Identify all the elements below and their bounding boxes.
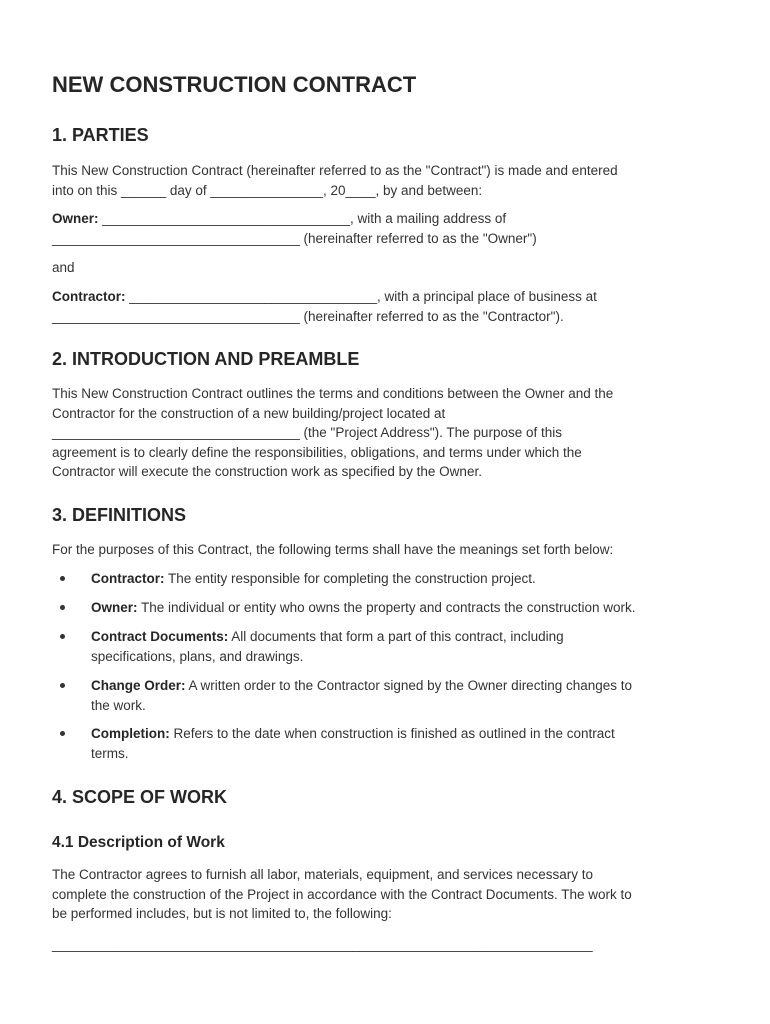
contractor-line-1: _________________________________, with a principal place of business at [125,289,597,304]
parties-line-1: This New Construction Contract (hereinafter referred to as the "Contract") is made and entered [52,163,618,178]
subsection-heading-description: 4.1 Description of Work [52,834,225,851]
parties-intro-paragraph [52,161,732,200]
contractor-line-2: _________________________________ (hereinafter referred to as the "Contractor"). [52,308,564,324]
bullet-icon [60,634,65,639]
intro-line: This New Construction Contract outlines the terms and conditions between the Owner and the [52,386,614,401]
bullet-icon [60,683,65,688]
owner-line-1: _________________________________, with a mailing address of [98,211,507,226]
definition-text: The individual or entity who owns the property and contracts the construction work. [137,600,636,615]
definitions-intro: For the purposes of this Contract, the following terms shall have the meanings set forth below: [52,542,614,557]
owner-line-2: _________________________________ (hereinafter referred to as the "Owner") [52,230,537,246]
scope-blank-line: ________________________________________________________________________ [52,937,593,952]
definition-text-continued: the work. [91,697,146,713]
section-heading-scope: 4. SCOPE OF WORK [52,787,228,807]
section-heading-introduction: 2. INTRODUCTION AND PREAMBLE [52,349,360,369]
definition-text-continued: specifications, plans, and drawings. [91,648,304,664]
section-heading-definitions: 3. DEFINITIONS [52,505,187,525]
definition-text: All documents that form a part of this contract, including [228,629,564,644]
document-title: NEW CONSTRUCTION CONTRACT [52,72,417,97]
section-heading-parties: 1. PARTIES [52,125,149,145]
definition-term: Completion: [91,726,170,741]
contractor-label: Contractor: [52,289,126,304]
intro-line: Contractor for the construction of a new building/project located at [52,405,446,421]
definition-term: Contract Documents: [91,629,229,644]
bullet-icon [60,731,65,736]
definition-text: Refers to the date when construction is finished as outlined in the contract [169,726,615,741]
owner-label: Owner: [52,211,99,226]
definition-term: Owner: [91,600,138,615]
intro-line: agreement is to clearly define the responsibilities, obligations, and terms under which the [52,444,582,460]
parties-line-2: into on this ______ day of _______________, 20____, by and between: [52,182,483,198]
intro-line: Contractor will execute the construction work as specified by the Owner. [52,464,482,479]
introduction-paragraph [52,384,732,482]
definition-text: The entity responsible for completing the construction project. [164,571,536,586]
intro-line: _________________________________ (the "Project Address"). The purpose of this [52,425,562,440]
scope-paragraph [52,865,732,924]
definition-text-continued: terms. [91,745,129,761]
definition-text: A written order to the Contractor signed by the Owner directing changes to [185,678,633,693]
scope-line: complete the construction of the Project in accordance with the Contract Documents. The work to [52,886,632,902]
contractor-paragraph [52,287,732,326]
bullet-icon [60,605,65,610]
and-text: and [52,260,75,275]
scope-line: The Contractor agrees to furnish all labor, materials, equipment, and services necessary to [52,867,594,882]
definition-term: Change Order: [91,678,186,693]
scope-line: be performed includes, but is not limited to, the following: [52,906,392,921]
definition-term: Contractor: [91,571,165,586]
bullet-icon [60,576,65,581]
owner-paragraph [52,209,732,248]
